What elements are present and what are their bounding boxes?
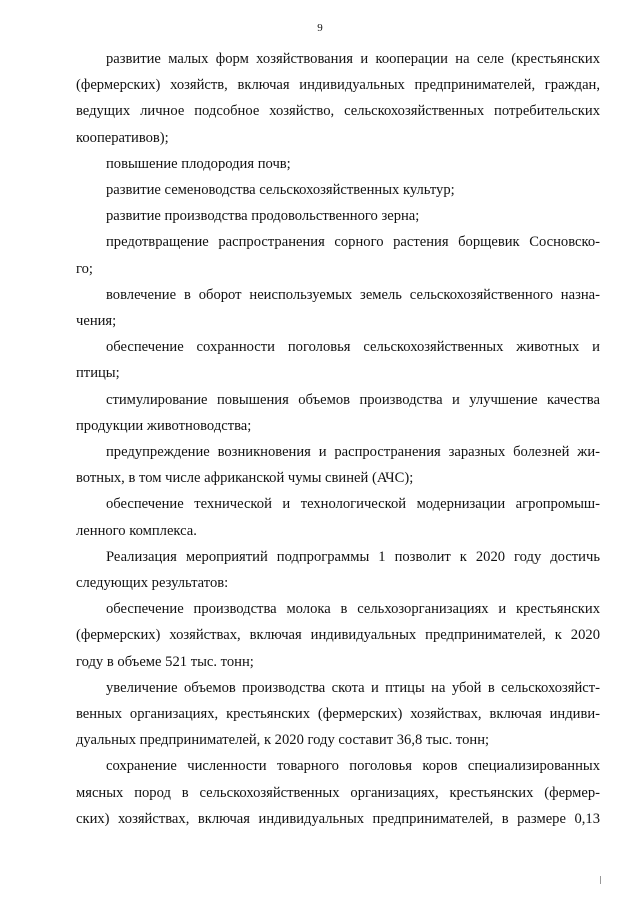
paragraph — [76, 439, 600, 491]
text-line: кооперативов); — [76, 129, 169, 146]
text-line: Реализация мероприятий подпрограммы 1 позволит к 2020 году достичь — [106, 548, 600, 565]
document-body — [76, 46, 600, 832]
text-line: предотвращение распространения сорного растения борщевик Сосновско- — [106, 234, 600, 251]
text-line: следующих результатов: — [76, 575, 229, 592]
text-line: увеличение объемов производства скота и птицы на убой в сельскохозяйст- — [106, 679, 600, 696]
paragraph — [76, 387, 600, 439]
paragraph — [76, 46, 600, 151]
text-line: ведущих личное подсобное хозяйство, сельскохозяйственных потребительских — [76, 103, 600, 120]
text-line: обеспечение сохранности поголовья сельскохозяйственных животных и — [106, 339, 600, 356]
paragraph — [76, 334, 600, 386]
text-line: сохранение численности товарного поголовья коров специализированных — [106, 758, 600, 775]
text-line: обеспечение технической и технологической модернизации агропромыш- — [106, 496, 600, 513]
text-line: чения; — [76, 313, 117, 330]
text-line: (фермерских) хозяйствах, включая индивидуальных предпринимателей, к 2020 — [76, 627, 600, 644]
text-line: году в объеме 521 тыс. тонн; — [76, 653, 254, 670]
paragraph — [76, 544, 600, 596]
paragraph — [76, 491, 600, 543]
text-line: повышение плодородия почв; — [106, 155, 291, 172]
paragraph — [76, 753, 600, 832]
page-number: 9 — [317, 22, 323, 34]
text-line: обеспечение производства молока в сельхозорганизациях и крестьянских — [106, 601, 600, 618]
text-line: венных организациях, крестьянских (фермерских) хозяйствах, включая индиви- — [76, 706, 600, 723]
text-line: продукции животноводства; — [76, 417, 252, 434]
paragraph — [76, 596, 600, 675]
text-line: мясных пород в сельскохозяйственных организациях, крестьянских (фермер- — [76, 784, 600, 801]
text-line: развитие малых форм хозяйствования и кооперации на селе (крестьянских — [106, 51, 600, 67]
text-line: ленного комплекса. — [76, 522, 197, 539]
text-line: вовлечение в оборот неиспользуемых земель сельскохозяйственного назна- — [106, 286, 600, 303]
text-line: ских) хозяйствах, включая индивидуальных предпринимателей, в размере 0,13 — [76, 810, 600, 827]
margin-mark — [600, 876, 601, 884]
paragraph — [76, 177, 600, 203]
paragraph — [76, 203, 600, 229]
paragraph — [76, 151, 600, 177]
text-line: стимулирование повышения объемов производства и улучшение качества — [106, 391, 600, 408]
text-line: развитие семеноводства сельскохозяйственных культур; — [106, 182, 455, 199]
paragraph — [76, 229, 600, 281]
text-line: предупреждение возникновения и распространения заразных болезней жи- — [106, 444, 600, 461]
paragraph — [76, 282, 600, 334]
text-line: птицы; — [76, 365, 120, 382]
text-line: развитие производства продовольственного зерна; — [106, 208, 420, 225]
text-line: дуальных предпринимателей, к 2020 году составит 36,8 тыс. тонн; — [76, 732, 490, 749]
text-line: го; — [76, 260, 93, 277]
paragraph — [76, 675, 600, 754]
text-line: вотных, в том числе африканской чумы свиней (АЧС); — [76, 470, 414, 487]
text-line: (фермерских) хозяйств, включая индивидуальных предпринимателей, граждан, — [76, 77, 600, 94]
